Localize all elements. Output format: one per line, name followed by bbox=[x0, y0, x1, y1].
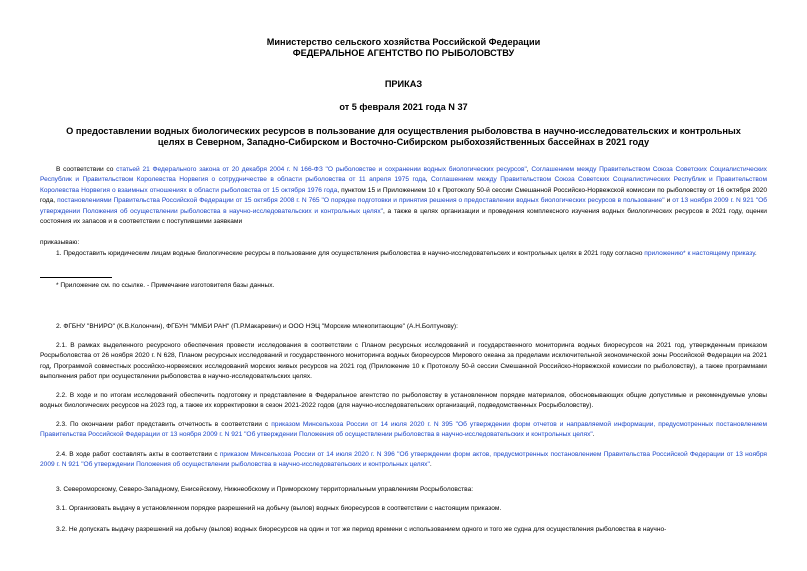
item-1-text: 1. Предоставить юридическим лицам водные биологические ресурсы в пользование для осуществления рыболовства в научно-исследовательских и контрольных целях в 2021 году согласно bbox=[56, 250, 645, 257]
item-2-4-text: . bbox=[429, 461, 432, 469]
item-3-2-text: 3.2. Не допускать выдачу разрешений на добычу (вылов) водных биоресурсов на один и тот же период времени с использованием одного и того же судна для осуществления рыболовства в научно- bbox=[56, 526, 667, 533]
item-2-text: 2. ФГБНУ "ВНИРО" (К.В.Колончин), ФГБУН "ММБИ РАН" (П.Р.Макаревич) и ООО НЭЦ "Морские млекопитающие" (А.Н.Болтунову): bbox=[56, 323, 458, 330]
link-appendix[interactable]: приложению* к настоящему приказу bbox=[644, 250, 755, 257]
item-2-4-text: 2.4. В ходе работ составлять акты в соответствии с bbox=[56, 451, 220, 458]
link-order-395[interactable]: приказом Минсельхоза России от 14 июля 2020 г. N 395 "Об утверждении форм отчетов и направляемой информации, предусмотренных постановлением Правительства Российской Федерации от 13 ноября 2009 г. N 921 "Об утверждении Положения об осуществлении рыболовства в научно-исследовательских и контрольных целях" bbox=[40, 421, 767, 439]
footnote-divider bbox=[40, 277, 112, 278]
preamble-paragraph bbox=[40, 165, 767, 227]
link-resolution-921[interactable]: от 13 ноября 2009 г. N 921 "Об утверждении Положения об осуществлении рыболовства в научно-исследовательских и контрольных целях" bbox=[40, 197, 767, 215]
document-date-number: от 5 февраля 2021 года N 37 bbox=[339, 102, 468, 112]
document-subject: О предоставлении водных биологических ресурсов в пользование для осуществления рыболовства в научно-исследовательских и контрольных целях в Северном, Западно-Сибирском и Восточно-Сибирском рыбохозяйственных бассейнах в 2021 году bbox=[66, 126, 741, 147]
link-agreement-1976[interactable]: Соглашением между Правительством Союза Советских Социалистических Республик и Правительством Королевства Норвегия о взаимных отношениях в области рыболовства от 15 октября 1976 года bbox=[40, 176, 767, 194]
item-3 bbox=[40, 485, 767, 495]
item-2-2 bbox=[40, 391, 767, 412]
agency-name: ФЕДЕРАЛЬНОЕ АГЕНТСТВО ПО РЫБОЛОВСТВУ bbox=[292, 48, 515, 58]
item-2-3-text: . bbox=[592, 431, 595, 439]
item-2 bbox=[40, 322, 767, 332]
preamble-text: и bbox=[664, 197, 673, 205]
footnote bbox=[40, 281, 767, 291]
item-3-2 bbox=[40, 525, 767, 535]
item-2-1 bbox=[40, 341, 767, 383]
item-2-3-text: 2.3. По окончании работ представить отчетность в соответствии с bbox=[56, 421, 272, 428]
item-2-1-text: 2.1. В рамках выделенного ресурсного обеспечения провести исследования в соответствии с Планом ресурсных исследований и государственного мониторинга водных биоресурсов на 2021 год, утвержденным приказом Росрыболовства от 26 ноября 2020 г. N 628, Планом ресурсных исследований и государственного мониторинга водных биоресурсов Мирового океана за пределами исключительной экономической зоны Российской Федерации на 2021 год, Программой совместных российско-норвежских исследований морских живых ресурсов на 2021 год (Приложение 10 к Протоколу 50-й сессии Смешанной Российско-Норвежской комиссии по рыболовству), а также программами выполнения работ при осуществлении рыболовства в научно-исследовательских целях. bbox=[40, 342, 767, 381]
preamble-text: , а также в целях организации и проведения комплексного изучения водных биологических ресурсов в 2021 году, оценки состояния их запасов и в соответствии с поступившими заявками bbox=[40, 207, 767, 226]
preamble-text: В соответствии со bbox=[56, 166, 117, 173]
orders-label: приказываю: bbox=[40, 239, 80, 246]
item-2-2-text: 2.2. В ходе и по итогам исследований обеспечить подготовку и представление в Федеральное агентство по рыболовству в установленном порядке материалов, обосновывающих общие допустимые и рекомендуемые уловы водных биологических ресурсов на 2023 год, а также их корректировки в сезон 2021-2022 годов (для научно-исследовательских организаций, подведомственных Росрыболовству). bbox=[40, 392, 767, 410]
link-agreement-1975[interactable]: Соглашением между Правительством Союза Советских Социалистических Республик и Правительством Королевства Норвегия о сотрудничестве в области рыболовства от 11 апреля 1975 года bbox=[40, 166, 767, 184]
link-federal-law-166fz[interactable]: статьей 21 Федерального закона от 20 декабря 2004 г. N 166-ФЗ "О рыболовстве и сохранении водных биологических ресурсов" bbox=[116, 166, 527, 173]
ministry-name: Министерство сельского хозяйства Российской Федерации bbox=[266, 37, 541, 47]
link-resolution-765[interactable]: постановлениями Правительства Российской Федерации от 15 октября 2008 г. N 765 "О порядке подготовки и принятия решения о предоставлении водных биологических ресурсов в пользование" bbox=[57, 197, 665, 205]
item-1 bbox=[40, 249, 767, 259]
footnote-text: * Приложение см. по ссылке. - Примечание изготовителя базы данных. bbox=[56, 282, 275, 289]
preamble-text: , bbox=[425, 176, 432, 184]
item-3-1 bbox=[40, 504, 767, 514]
item-1-text: . bbox=[754, 250, 757, 257]
item-3-1-text: 3.1. Организовать выдачу в установленном порядке разрешений на добычу (вылов) водных биоресурсов в соответствии с настоящим приказом. bbox=[56, 505, 502, 512]
preamble-text: , bbox=[526, 166, 532, 173]
item-2-4 bbox=[40, 450, 767, 471]
preamble-text: , пунктом 15 и Приложением 10 к Протоколу 50-й сессии Смешанной Российско-Норвежской комиссии по рыболовству от 16 октября 2020 года, bbox=[40, 186, 767, 205]
item-2-3 bbox=[40, 420, 767, 441]
document-type: ПРИКАЗ bbox=[384, 79, 423, 89]
link-order-396[interactable]: приказом Минсельхоза России от 14 июля 2020 г. N 396 "Об утверждении форм актов, предусмотренных постановлением Правительства Российской Федерации от 13 ноября 2009 г. N 921 "Об утверждении Положения об осуществлении рыболовства в научно-исследовательских и контрольных целях" bbox=[40, 451, 767, 469]
item-3-text: 3. Североморскому, Северо-Западному, Енисейскому, Нижнеобскому и Приморскому территориальным управлениям Росрыболовства: bbox=[56, 486, 474, 493]
